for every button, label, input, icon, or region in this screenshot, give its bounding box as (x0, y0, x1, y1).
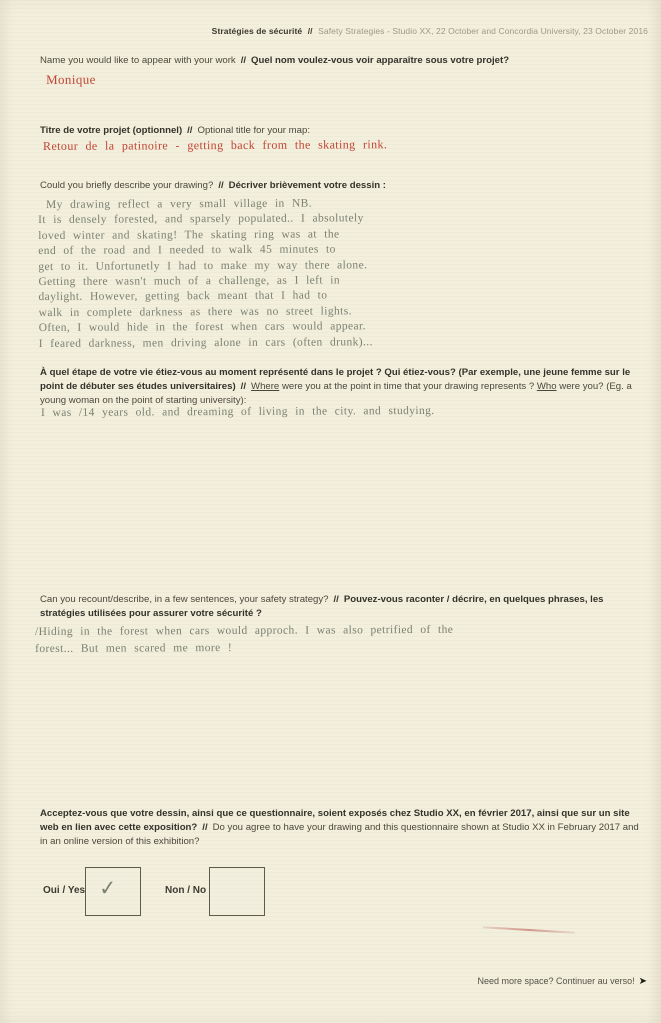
question-stage-en-text1: were you at the point in time that your drawing represents ? (279, 381, 537, 392)
question-strategy-fr: Pouvez-vous raconter / décrire, en quelques phrases, les stratégies utilisées pour assurer votre sécurité ? (40, 594, 604, 619)
question-stage (40, 366, 640, 408)
handwriting-line: It is densely forested, and sparsely populated.. I absolutely (38, 212, 364, 227)
question-strategy (40, 593, 640, 621)
yes-label: Oui / Yes (43, 885, 86, 896)
question-strategy-en: Can you recount/describe, in a few sentences, your safety strategy? (40, 594, 329, 605)
handwriting-line: get to it. Unfortunetly I had to make my way there alone. (38, 258, 368, 273)
handwriting-line: walk in complete darkness as there was no street lights. (38, 305, 352, 319)
describe-answer-handwriting (38, 195, 624, 352)
handwriting-line: I feared darkness, men driving alone in cars (often drunk)... (38, 335, 373, 350)
handwriting-line: end of the road and I needed to walk 45 minutes to (38, 243, 336, 258)
question-title (40, 124, 640, 138)
question-strategy-separator: // (333, 594, 339, 605)
question-stage-en-where: Where (251, 381, 280, 392)
yes-checkbox[interactable] (85, 867, 141, 916)
question-name-en: Name you would like to appear with your work (40, 55, 236, 66)
handwriting-line: forest... But men scared me more ! (35, 641, 233, 655)
footer-note (478, 976, 647, 987)
stray-pen-mark (483, 926, 575, 933)
document-header (212, 26, 648, 36)
title-answer-handwriting: Retour de la patinoire - getting back from the skating rink. (43, 137, 388, 153)
question-describe-fr: Décriver brièvement votre dessin : (228, 180, 386, 191)
handwriting-line: loved winter and skating! The skating ring was at the (38, 228, 340, 242)
stage-answer-handwriting: I was /14 years old. and dreaming of living in the city. and studying. (41, 404, 435, 419)
question-stage-separator: // (240, 381, 247, 392)
header-title-en: Safety Strategies - Studio XX, 22 October and Concordia University, 23 October 2016 (318, 26, 648, 36)
question-consent-en: Do you agree to have your drawing and this questionnaire shown at Studio XX in February 2017 and in an online version of this exhibition? (40, 822, 639, 847)
no-label: Non / No (165, 885, 207, 896)
question-describe-separator: // (218, 180, 224, 191)
question-consent-fr: Acceptez-vous que votre dessin, ainsi que ce questionnaire, soient exposés chez Studio XX, en février 2017, ainsi que sur un site web en lien avec cette exposition? (40, 808, 630, 833)
handwriting-line: Getting there wasn't much of a challenge, as I left in (38, 274, 341, 289)
question-consent-separator: // (202, 822, 208, 833)
header-separator: // (307, 26, 313, 36)
question-title-separator: // (187, 125, 193, 136)
handwriting-line: /Hiding in the forest when cars would approch. I was also petrified of the (35, 623, 454, 638)
question-consent (40, 807, 640, 849)
handwriting-line: daylight. However, getting back meant that I had to (38, 289, 328, 304)
question-name-separator: // (240, 55, 247, 66)
question-describe-en: Could you briefly describe your drawing? (40, 180, 214, 191)
handwriting-line: Often, I would hide in the forest when cars would appear. (38, 320, 366, 335)
question-title-en: Optional title for your map: (197, 125, 310, 136)
question-name-fr: Quel nom voulez-vous voir apparaître sous votre projet? (251, 55, 510, 66)
checkmark-icon: ✓ (98, 876, 118, 901)
question-stage-en-text2: were you? (Eg. a young woman on the point of starting university): (40, 381, 632, 406)
strategy-answer-handwriting (35, 621, 635, 658)
name-answer-handwriting: Monique (46, 71, 96, 87)
question-name (40, 54, 640, 68)
header-title-fr: Stratégies de sécurité (211, 26, 303, 36)
question-title-fr: Titre de votre projet (optionnel) (40, 125, 183, 136)
question-stage-fr: À quel étape de votre vie étiez-vous au moment représenté dans le projet ? Qui étiez-vous? (Par exemple, une jeune femme sur le point de débuter ses études universitaires) (40, 367, 631, 392)
question-stage-en-who: Who (536, 381, 557, 392)
question-describe (40, 179, 640, 193)
handwriting-line: My drawing reflect a very small village in NB. (46, 197, 313, 211)
no-checkbox[interactable] (209, 867, 265, 916)
arrow-right-icon: ➤ (638, 976, 647, 987)
footer-text: Need more space? Continuer au verso! (477, 976, 635, 986)
